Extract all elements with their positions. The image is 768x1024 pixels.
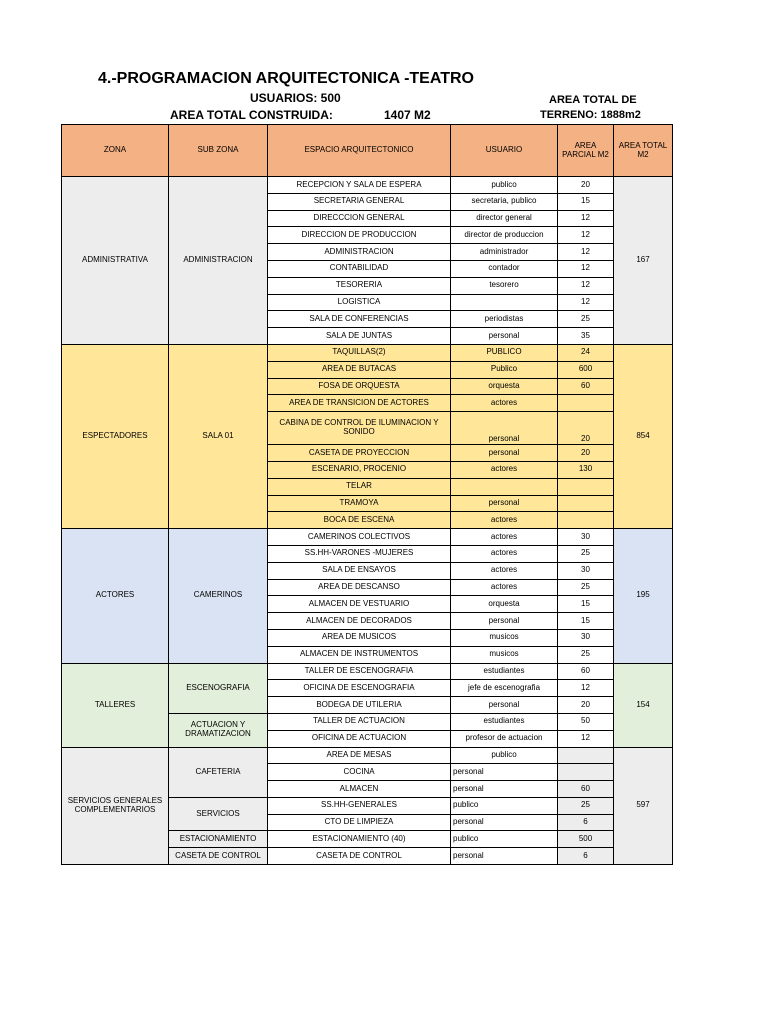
table-row	[62, 663, 673, 680]
usuario-cell: personal	[451, 412, 558, 445]
subzone-cell: SERVICIOS	[169, 797, 268, 831]
area-cell: 20	[558, 445, 614, 462]
usuario-cell: orquesta	[451, 378, 558, 395]
area-cell: 25	[558, 646, 614, 663]
espacio-cell: CABINA DE CONTROL DE ILUMINACION Y SONIDO	[268, 412, 451, 445]
espacio-cell: DIRECCCION GENERAL	[268, 210, 451, 227]
usuario-cell: musicos	[451, 646, 558, 663]
usuarios-label: USUARIOS: 500	[250, 91, 341, 105]
usuario-cell: personal	[451, 764, 558, 781]
area-cell: 500	[558, 831, 614, 848]
espacio-cell: AREA DE MESAS	[268, 747, 451, 764]
usuario-cell: actores	[451, 461, 558, 478]
usuario-cell	[451, 478, 558, 495]
area-cell: 15	[558, 613, 614, 630]
program-table	[61, 124, 673, 865]
area-terreno-value: TERRENO: 1888m2	[540, 109, 641, 121]
area-cell: 25	[558, 311, 614, 328]
usuario-cell: director de produccion	[451, 227, 558, 244]
usuario-cell: actores	[451, 579, 558, 596]
zone-cell: ACTORES	[62, 529, 169, 663]
subzone-cell: SALA 01	[169, 344, 268, 528]
area-total-cell: 597	[614, 747, 673, 865]
area-cell: 12	[558, 277, 614, 294]
espacio-cell: COCINA	[268, 764, 451, 781]
area-cell: 130	[558, 461, 614, 478]
espacio-cell: TAQUILLAS(2)	[268, 344, 451, 361]
zone-administrativa	[62, 177, 673, 345]
espacio-cell: ADMINISTRACION	[268, 244, 451, 261]
zone-servicios	[62, 747, 673, 865]
usuario-cell: personal	[451, 697, 558, 714]
column-header-espacio: ESPACIO ARQUITECTONICO	[268, 125, 451, 177]
zone-talleres	[62, 663, 673, 747]
area-cell: 20	[558, 177, 614, 194]
area-cell	[558, 512, 614, 529]
area-cell: 6	[558, 848, 614, 865]
table-header-row	[62, 125, 673, 177]
espacio-cell: AREA DE MUSICOS	[268, 629, 451, 646]
area-cell: 30	[558, 629, 614, 646]
espacio-cell: SS.HH-GENERALES	[268, 797, 451, 814]
espacio-cell: TELAR	[268, 478, 451, 495]
subzone-cell: ADMINISTRACION	[169, 177, 268, 345]
area-terreno-label: AREA TOTAL DE	[549, 94, 637, 106]
area-construida-value: 1407 M2	[384, 108, 431, 122]
area-cell: 50	[558, 713, 614, 730]
zone-cell: SERVICIOS GENERALES COMPLEMENTARIOS	[62, 747, 169, 865]
espacio-cell: SALA DE ENSAYOS	[268, 562, 451, 579]
usuario-cell: tesorero	[451, 277, 558, 294]
table-row	[62, 529, 673, 546]
area-cell: 60	[558, 378, 614, 395]
espacio-cell: SALA DE CONFERENCIAS	[268, 311, 451, 328]
column-header-usuario: USUARIO	[451, 125, 558, 177]
usuario-cell: estudiantes	[451, 713, 558, 730]
area-cell: 12	[558, 260, 614, 277]
usuario-cell: jefe de escenografia	[451, 680, 558, 697]
espacio-cell: SECRETARIA GENERAL	[268, 193, 451, 210]
area-cell: 12	[558, 227, 614, 244]
area-cell	[558, 764, 614, 781]
espacio-cell: CAMERINOS COLECTIVOS	[268, 529, 451, 546]
subzone-cell: ESCENOGRAFIA	[169, 663, 268, 713]
area-total-cell: 167	[614, 177, 673, 345]
page-title: 4.-PROGRAMACION ARQUITECTONICA -TEATRO	[98, 70, 474, 87]
espacio-cell: ALMACEN DE INSTRUMENTOS	[268, 646, 451, 663]
area-cell: 30	[558, 529, 614, 546]
usuario-cell: secretaria, publico	[451, 193, 558, 210]
subzone-cell: CASETA DE CONTROL	[169, 848, 268, 865]
espacio-cell: SS.HH-VARONES -MUJERES	[268, 545, 451, 562]
area-cell: 12	[558, 244, 614, 261]
espacio-cell: AREA DE BUTACAS	[268, 361, 451, 378]
usuario-cell: contador	[451, 260, 558, 277]
area-cell: 15	[558, 193, 614, 210]
usuario-cell	[451, 294, 558, 311]
area-cell: 20	[558, 412, 614, 445]
area-cell	[558, 495, 614, 512]
column-header-area-parcial: AREA PARCIAL M2	[558, 125, 614, 177]
usuario-cell: actores	[451, 529, 558, 546]
usuario-cell: personal	[451, 495, 558, 512]
usuario-cell: Publico	[451, 361, 558, 378]
area-total-cell: 195	[614, 529, 673, 663]
area-cell: 24	[558, 344, 614, 361]
espacio-cell: TESORERIA	[268, 277, 451, 294]
area-cell: 25	[558, 579, 614, 596]
espacio-cell: ALMACEN	[268, 781, 451, 798]
usuario-cell: administrador	[451, 244, 558, 261]
espacio-cell: ESCENARIO, PROCENIO	[268, 461, 451, 478]
espacio-cell: OFICINA DE ESCENOGRAFIA	[268, 680, 451, 697]
espacio-cell: ALMACEN DE VESTUARIO	[268, 596, 451, 613]
usuario-cell: actores	[451, 545, 558, 562]
table-row	[62, 177, 673, 194]
zone-cell: ADMINISTRATIVA	[62, 177, 169, 345]
espacio-cell: ALMACEN DE DECORADOS	[268, 613, 451, 630]
area-cell: 12	[558, 730, 614, 747]
espacio-cell: SALA DE JUNTAS	[268, 328, 451, 345]
usuario-cell: director general	[451, 210, 558, 227]
area-cell: 35	[558, 328, 614, 345]
area-cell: 12	[558, 294, 614, 311]
usuario-cell: profesor de actuacion	[451, 730, 558, 747]
usuario-cell: actores	[451, 395, 558, 412]
usuario-cell: publico	[451, 831, 558, 848]
area-construida-label: AREA TOTAL CONSTRUIDA:	[170, 108, 333, 122]
area-cell: 25	[558, 797, 614, 814]
espacio-cell: AREA DE DESCANSO	[268, 579, 451, 596]
usuario-cell: orquesta	[451, 596, 558, 613]
table-row	[62, 747, 673, 764]
espacio-cell: TALLER DE ESCENOGRAFIA	[268, 663, 451, 680]
espacio-cell: OFICINA DE ACTUACION	[268, 730, 451, 747]
espacio-cell: CTO DE LIMPIEZA	[268, 814, 451, 831]
espacio-cell: AREA DE TRANSICION DE ACTORES	[268, 395, 451, 412]
zone-espectadores	[62, 344, 673, 528]
usuario-cell: personal	[451, 781, 558, 798]
area-cell: 20	[558, 697, 614, 714]
usuario-cell: actores	[451, 562, 558, 579]
espacio-cell: DIRECCION DE PRODUCCION	[268, 227, 451, 244]
usuario-cell: personal	[451, 445, 558, 462]
espacio-cell: CASETA DE CONTROL	[268, 848, 451, 865]
area-total-cell: 154	[614, 663, 673, 747]
usuario-cell: periodistas	[451, 311, 558, 328]
area-cell: 15	[558, 596, 614, 613]
column-header-subzona: SUB ZONA	[169, 125, 268, 177]
subzone-cell: CAMERINOS	[169, 529, 268, 663]
subzone-cell: CAFETERIA	[169, 747, 268, 797]
area-cell: 25	[558, 545, 614, 562]
espacio-cell: BOCA DE ESCENA	[268, 512, 451, 529]
espacio-cell: TALLER DE ACTUACION	[268, 713, 451, 730]
zone-actores	[62, 529, 673, 663]
espacio-cell: BODEGA DE UTILERIA	[268, 697, 451, 714]
usuario-cell: actores	[451, 512, 558, 529]
usuario-cell: PUBLICO	[451, 344, 558, 361]
area-total-cell: 854	[614, 344, 673, 528]
area-cell: 60	[558, 781, 614, 798]
area-cell	[558, 395, 614, 412]
area-cell: 60	[558, 663, 614, 680]
usuario-cell: estudiantes	[451, 663, 558, 680]
area-cell: 6	[558, 814, 614, 831]
area-cell	[558, 478, 614, 495]
usuario-cell: publico	[451, 177, 558, 194]
espacio-cell: CONTABILIDAD	[268, 260, 451, 277]
espacio-cell: CASETA DE PROYECCION	[268, 445, 451, 462]
area-cell: 30	[558, 562, 614, 579]
zone-cell: ESPECTADORES	[62, 344, 169, 528]
usuario-cell: publico	[451, 797, 558, 814]
area-cell	[558, 747, 614, 764]
espacio-cell: RECEPCION Y SALA DE ESPERA	[268, 177, 451, 194]
area-cell: 12	[558, 680, 614, 697]
usuario-cell: personal	[451, 613, 558, 630]
usuario-cell: musicos	[451, 629, 558, 646]
subzone-cell: ACTUACION Y DRAMATIZACION	[169, 713, 268, 747]
zone-cell: TALLERES	[62, 663, 169, 747]
espacio-cell: ESTACIONAMIENTO (40)	[268, 831, 451, 848]
column-header-zona: ZONA	[62, 125, 169, 177]
espacio-cell: LOGISTICA	[268, 294, 451, 311]
espacio-cell: TRAMOYA	[268, 495, 451, 512]
usuario-cell: personal	[451, 814, 558, 831]
table-row	[62, 344, 673, 361]
column-header-area-total: AREA TOTAL M2	[614, 125, 673, 177]
usuario-cell: personal	[451, 328, 558, 345]
area-cell: 600	[558, 361, 614, 378]
usuario-cell: personal	[451, 848, 558, 865]
subzone-cell: ESTACIONAMIENTO	[169, 831, 268, 848]
espacio-cell: FOSA DE ORQUESTA	[268, 378, 451, 395]
area-cell: 12	[558, 210, 614, 227]
usuario-cell: publico	[451, 747, 558, 764]
